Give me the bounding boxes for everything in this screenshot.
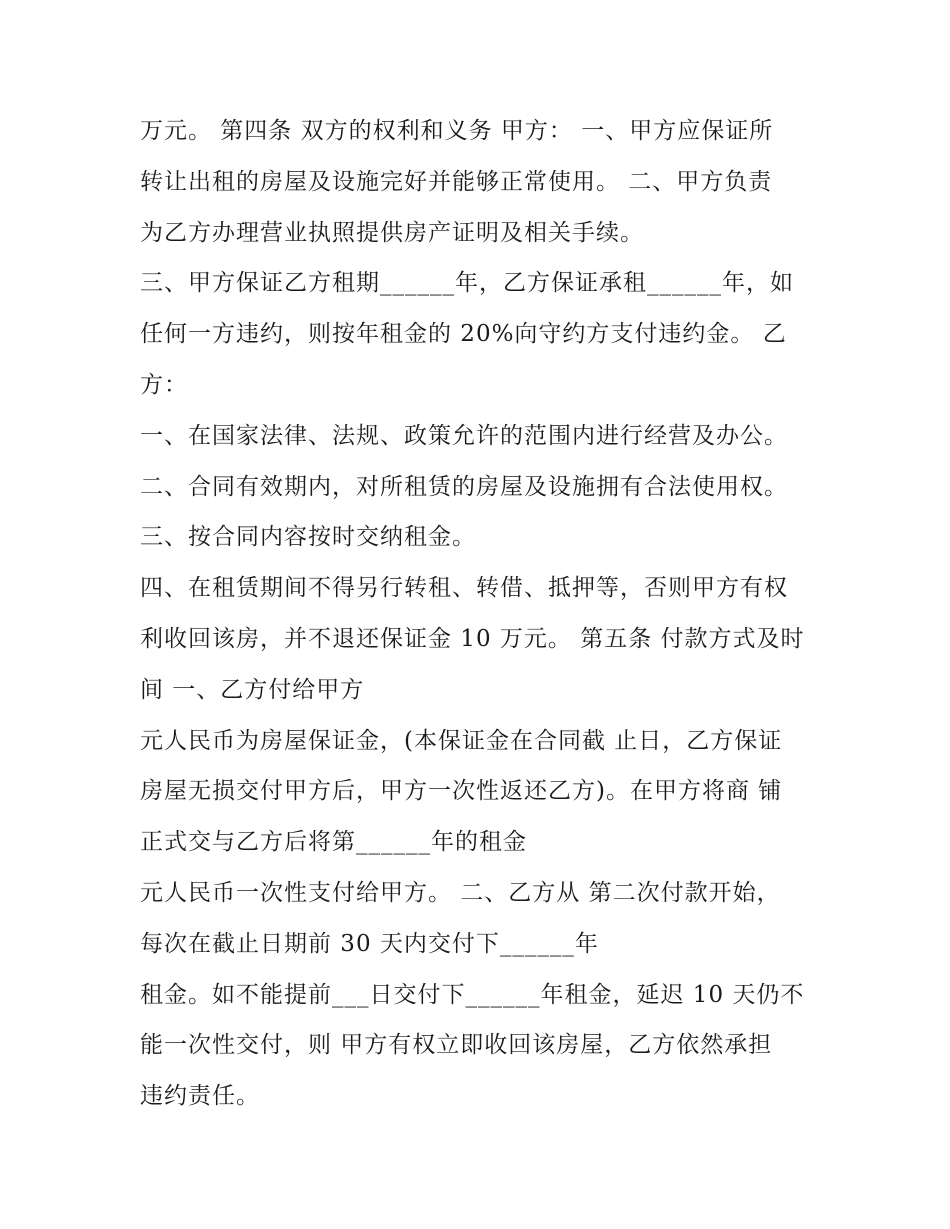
text-line: 一、在国家法律、法规、政策允许的范围内进行经营及办公。	[140, 422, 788, 449]
text-line: 租金。如不能提前___日交付下______年租金，延迟 10 天仍不	[140, 981, 805, 1008]
text-line: 二、合同有效期内，对所租赁的房屋及设施拥有合法使用权。	[140, 473, 788, 500]
text-line: 间 一、乙方付给甲方	[140, 676, 365, 703]
text-line: 能一次性交付，则 甲方有权立即收回该房屋，乙方依然承担	[140, 1032, 773, 1059]
text-line: 元人民币一次性支付给甲方。 二、乙方从 第二次付款开始，	[140, 879, 781, 906]
text-line: 房屋无损交付甲方后，甲方一次性返还乙方)。在甲方将商 铺	[140, 778, 783, 805]
text-line: 正式交与乙方后将第______年的租金	[140, 829, 527, 856]
contract-body-text	[140, 106, 820, 1122]
text-line: 元人民币为房屋保证金，(本保证金在合同截 止日，乙方保证	[140, 727, 783, 754]
text-line: 每次在截止日期前 30 天内交付下______年	[140, 930, 599, 957]
text-line: 任何一方违约，则按年租金的 20%向守约方支付违约金。 乙	[140, 321, 787, 348]
text-line: 违约责任。	[140, 1083, 260, 1110]
text-line: 利收回该房，并不退还保证金 10 万元。 第五条 付款方式及时	[140, 625, 805, 652]
text-line: 转让出租的房屋及设施完好并能够正常使用。 二、甲方负责	[140, 168, 773, 195]
text-line: 四、在租赁期间不得另行转租、转借、抵押等，否则甲方有权	[140, 575, 788, 602]
text-line: 方：	[140, 371, 188, 398]
text-line: 三、按合同内容按时交纳租金。	[140, 524, 476, 551]
text-line: 三、甲方保证乙方租期______年，乙方保证承租______年，如	[140, 270, 794, 297]
text-line: 为乙方办理营业执照提供房产证明及相关手续。	[140, 219, 644, 246]
text-line: 万元。 第四条 双方的权利和义务 甲方： 一、甲方应保证所	[140, 118, 774, 144]
